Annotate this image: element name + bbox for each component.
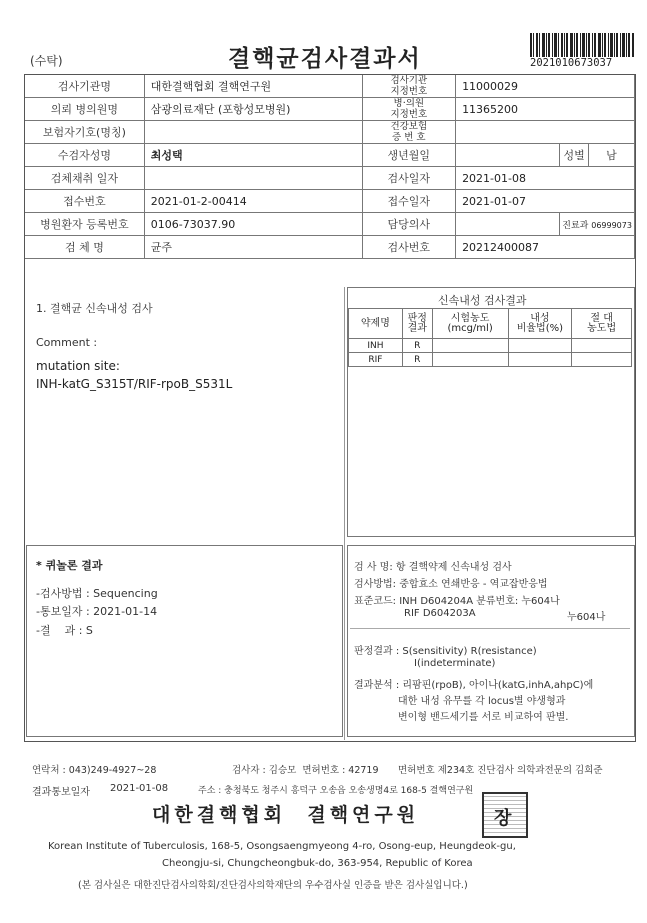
table-row [349,353,632,367]
method-std-code-2: RIF D604203A [404,608,476,619]
quinolone-method: -검사방법 : Sequencing [36,587,158,600]
ratio-value [508,339,572,353]
col-test-conc: 시험농도 (mcg/ml) [432,309,508,339]
rapid-result-table [348,308,632,367]
designation-label-line2: 지정번호 [390,86,428,97]
method-divider [350,628,630,629]
col-drug: 약제명 [349,309,403,339]
receipt-mark: (수탁) [30,54,63,68]
test-date-value: 2021-01-08 [456,167,635,190]
footer-report-date: 2021-01-08 [110,783,169,794]
doctor-label: 담당의사 [362,213,456,236]
column-divider [344,287,345,740]
mutation-label: mutation site: [36,359,120,373]
barcode-number: 2021010673037 [530,57,613,69]
footer-english-2: Cheongju-si, Chungcheongbuk-do, 363-954, Republic of Korea [162,858,473,869]
mutation-value: INH-katG_S315T/RIF-rpoB_S531L [36,377,233,391]
method-std-class-2: 누604나 [567,612,606,623]
method-judgement-2: I(indeterminate) [414,658,496,669]
accession-label: 접수번호 [25,190,145,213]
absolute-value [572,339,632,353]
test-conc-value [432,339,508,353]
patient-value: 최성택 [144,144,362,167]
accession-value: 2021-01-2-00414 [144,190,362,213]
method-analysis-1: 결과분석 : 리팜핀(rpoB), 아이나(katG,inhA,ahpC)에 [354,680,594,691]
designation-value: 11000029 [456,75,635,98]
method-analysis-3: 변이형 밴드세기를 서로 비교하여 판별. [398,712,569,723]
drug-name: RIF [349,353,403,367]
method-test-name: 검 사 명: 항 결핵약제 신속내성 검사 [354,562,512,573]
drug-name: INH [349,339,403,353]
footer-examiner: 검사자 : 김승모 면허번호 : 42719 [232,765,379,776]
absolute-value [572,353,632,367]
health-ins-label-line2: 증 번 호 [392,132,426,143]
comment-label: Comment : [36,336,98,349]
test-no-label: 검사번호 [362,236,456,259]
footer-english-1: Korean Institute of Tuberculosis, 168-5, Osongsaengmyeong 4-ro, Osong-eup, Heungdeok-gu, [48,841,516,852]
rapid-result-title: 신속내성 검사결과 [438,294,527,307]
method-test-method: 검사방법: 중합효소 연쇄반응 - 역교잡반응법 [354,579,548,590]
hospital-label: 의뢰 병의원명 [25,98,145,121]
specimen-value: 균주 [144,236,362,259]
hospital-value: 삼광의료재단 (포항성모병원) [144,98,362,121]
footer-specialist: 면허번호 제234호 진단검사 의학과전문의 김희준 [398,765,603,776]
method-judgement-1: 판정결과 : S(sensitivity) R(resistance) [354,646,537,657]
footer-org-name: 대한결핵협회 결핵연구원 [152,804,420,826]
institution-label: 검사기관명 [25,75,145,98]
col-judgement: 판정 결과 [402,309,432,339]
birth-label: 생년월일 [362,144,456,167]
insured-label: 보험자기호(명칭) [25,121,145,144]
hospital-code-label-line1: 병·의원 [393,98,425,109]
patient-label: 수검자성명 [25,144,145,167]
health-ins-label-line1: 건강보험 [390,121,428,132]
official-seal [482,792,528,838]
recv-date-label: 접수일자 [362,190,456,213]
footer-address: 주소 : 충청북도 청주시 흥덕구 오송읍 오송생명4로 168-5 결핵연구원 [198,786,474,796]
footer-contact: 연락처 : 043)249-4927~28 [32,765,157,776]
hospital-code-label-line2: 지정번호 [390,109,428,120]
barcode-graphic [530,33,634,57]
method-std-code-1: 표준코드: INH D604204A 분류번호: 누604나 [354,596,560,607]
reg-label: 병원환자 등록번호 [25,213,145,236]
seal-char: 장 [494,808,512,829]
test-item: 1. 결핵균 신속내성 검사 [36,302,153,315]
designation-label-line1: 검사기관 [390,75,428,86]
quinolone-report-date: -통보일자 : 2021-01-14 [36,605,158,618]
quinolone-title: * 퀴놀론 결과 [36,559,103,572]
dept-label: 진료과 [562,220,589,231]
ratio-value [508,353,572,367]
quinolone-box [26,545,343,737]
test-conc-value [432,353,508,367]
col-absolute: 절 대 농도법 [572,309,632,339]
sex-label: 성별 [560,144,589,167]
reg-value: 0106-73037.90 [144,213,362,236]
judgement-value: R [402,339,432,353]
judgement-value: R [402,353,432,367]
hospital-code-value: 11365200 [456,98,635,121]
document-title: 결핵균검사결과서 [228,46,422,72]
table-row [349,339,632,353]
method-analysis-2: 대한 내성 유무를 각 locus별 야생형과 [398,696,566,707]
specimen-label: 검 체 명 [25,236,145,259]
sex-value: 남 [589,144,635,167]
footer-certification: (본 검사실은 대한진단검사의학회/진단검사의학재단의 우수검사실 인증을 받은 검사실입니다.) [78,880,468,891]
barcode [530,33,634,57]
test-no-value: 20212400087 [456,236,635,259]
quinolone-result: -결 과 : S [36,624,93,637]
collect-label: 검체채취 일자 [25,167,145,190]
recv-date-value: 2021-01-07 [456,190,635,213]
col-ratio: 내성 비율법(%) [508,309,572,339]
institution-value: 대한결핵협회 결핵연구원 [144,75,362,98]
footer-report-label: 결과통보일자 [32,787,90,798]
dept-value: 06999073 [591,220,632,230]
test-date-label: 검사일자 [362,167,456,190]
table-header-row [349,309,632,339]
